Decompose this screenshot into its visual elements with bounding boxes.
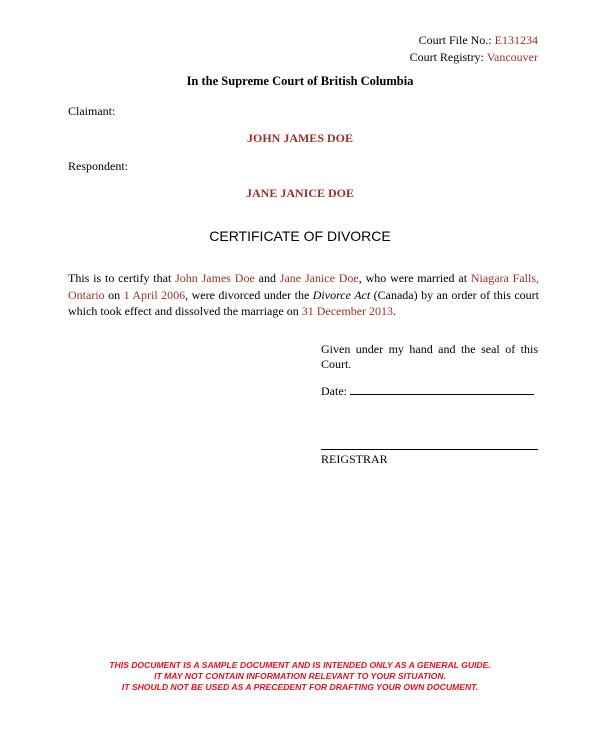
- respondent-name: JANE JANICE DOE: [245, 186, 354, 200]
- claimant-label: Claimant:: [68, 104, 116, 118]
- disclaimer-line-2: IT MAY NOT CONTAIN INFORMATION RELEVANT TO YOUR SITUATION.: [154, 671, 446, 681]
- registrar-label: REIGSTRAR: [321, 452, 388, 466]
- claimant-name: JOHN JAMES DOE: [246, 131, 353, 145]
- date-field: [321, 383, 534, 399]
- sample-disclaimer: [0, 660, 600, 693]
- certificate-body: This is to certify that John James Doe and Jane Janice Doe, who were married at Niagara Falls, Ontario on 1 April 2006, were divorced under the Divorce Act (Canada) by an order of this court which took effect and dissolved the marriage on 31 December 2013.: [68, 271, 540, 318]
- effective-date: 31 December 2013: [301, 304, 394, 318]
- date-label: Date:: [321, 384, 350, 398]
- respondent-label: Respondent:: [68, 159, 128, 173]
- disclaimer-line-3: IT SHOULD NOT BE USED AS A PRECEDENT FOR DRAFTING YOUR OWN DOCUMENT.: [121, 682, 479, 692]
- court-title: In the Supreme Court of British Columbia: [186, 74, 414, 88]
- registrar-signature-line: [321, 449, 538, 450]
- body-respondent-name: Jane Janice Doe: [279, 271, 359, 285]
- disclaimer-line-1: THIS DOCUMENT IS A SAMPLE DOCUMENT AND IS INTENDED ONLY AS A GENERAL GUIDE.: [109, 660, 491, 670]
- marriage-place: Niagara Falls, Ontario: [68, 271, 540, 302]
- act-name: Divorce Act: [312, 287, 371, 302]
- court-registry: Court Registry: Vancouver: [409, 50, 538, 64]
- marriage-date: 1 April 2006: [123, 287, 186, 302]
- given-under-seal-text: Given under my hand and the seal of this Court.: [321, 342, 538, 371]
- certificate-title: CERTIFICATE OF DIVORCE: [209, 228, 391, 244]
- court-file-block: [410, 32, 538, 66]
- court-file-number: Court File No.: E131234: [418, 33, 538, 47]
- date-blank-line: [350, 383, 534, 395]
- body-claimant-name: John James Doe: [175, 271, 255, 285]
